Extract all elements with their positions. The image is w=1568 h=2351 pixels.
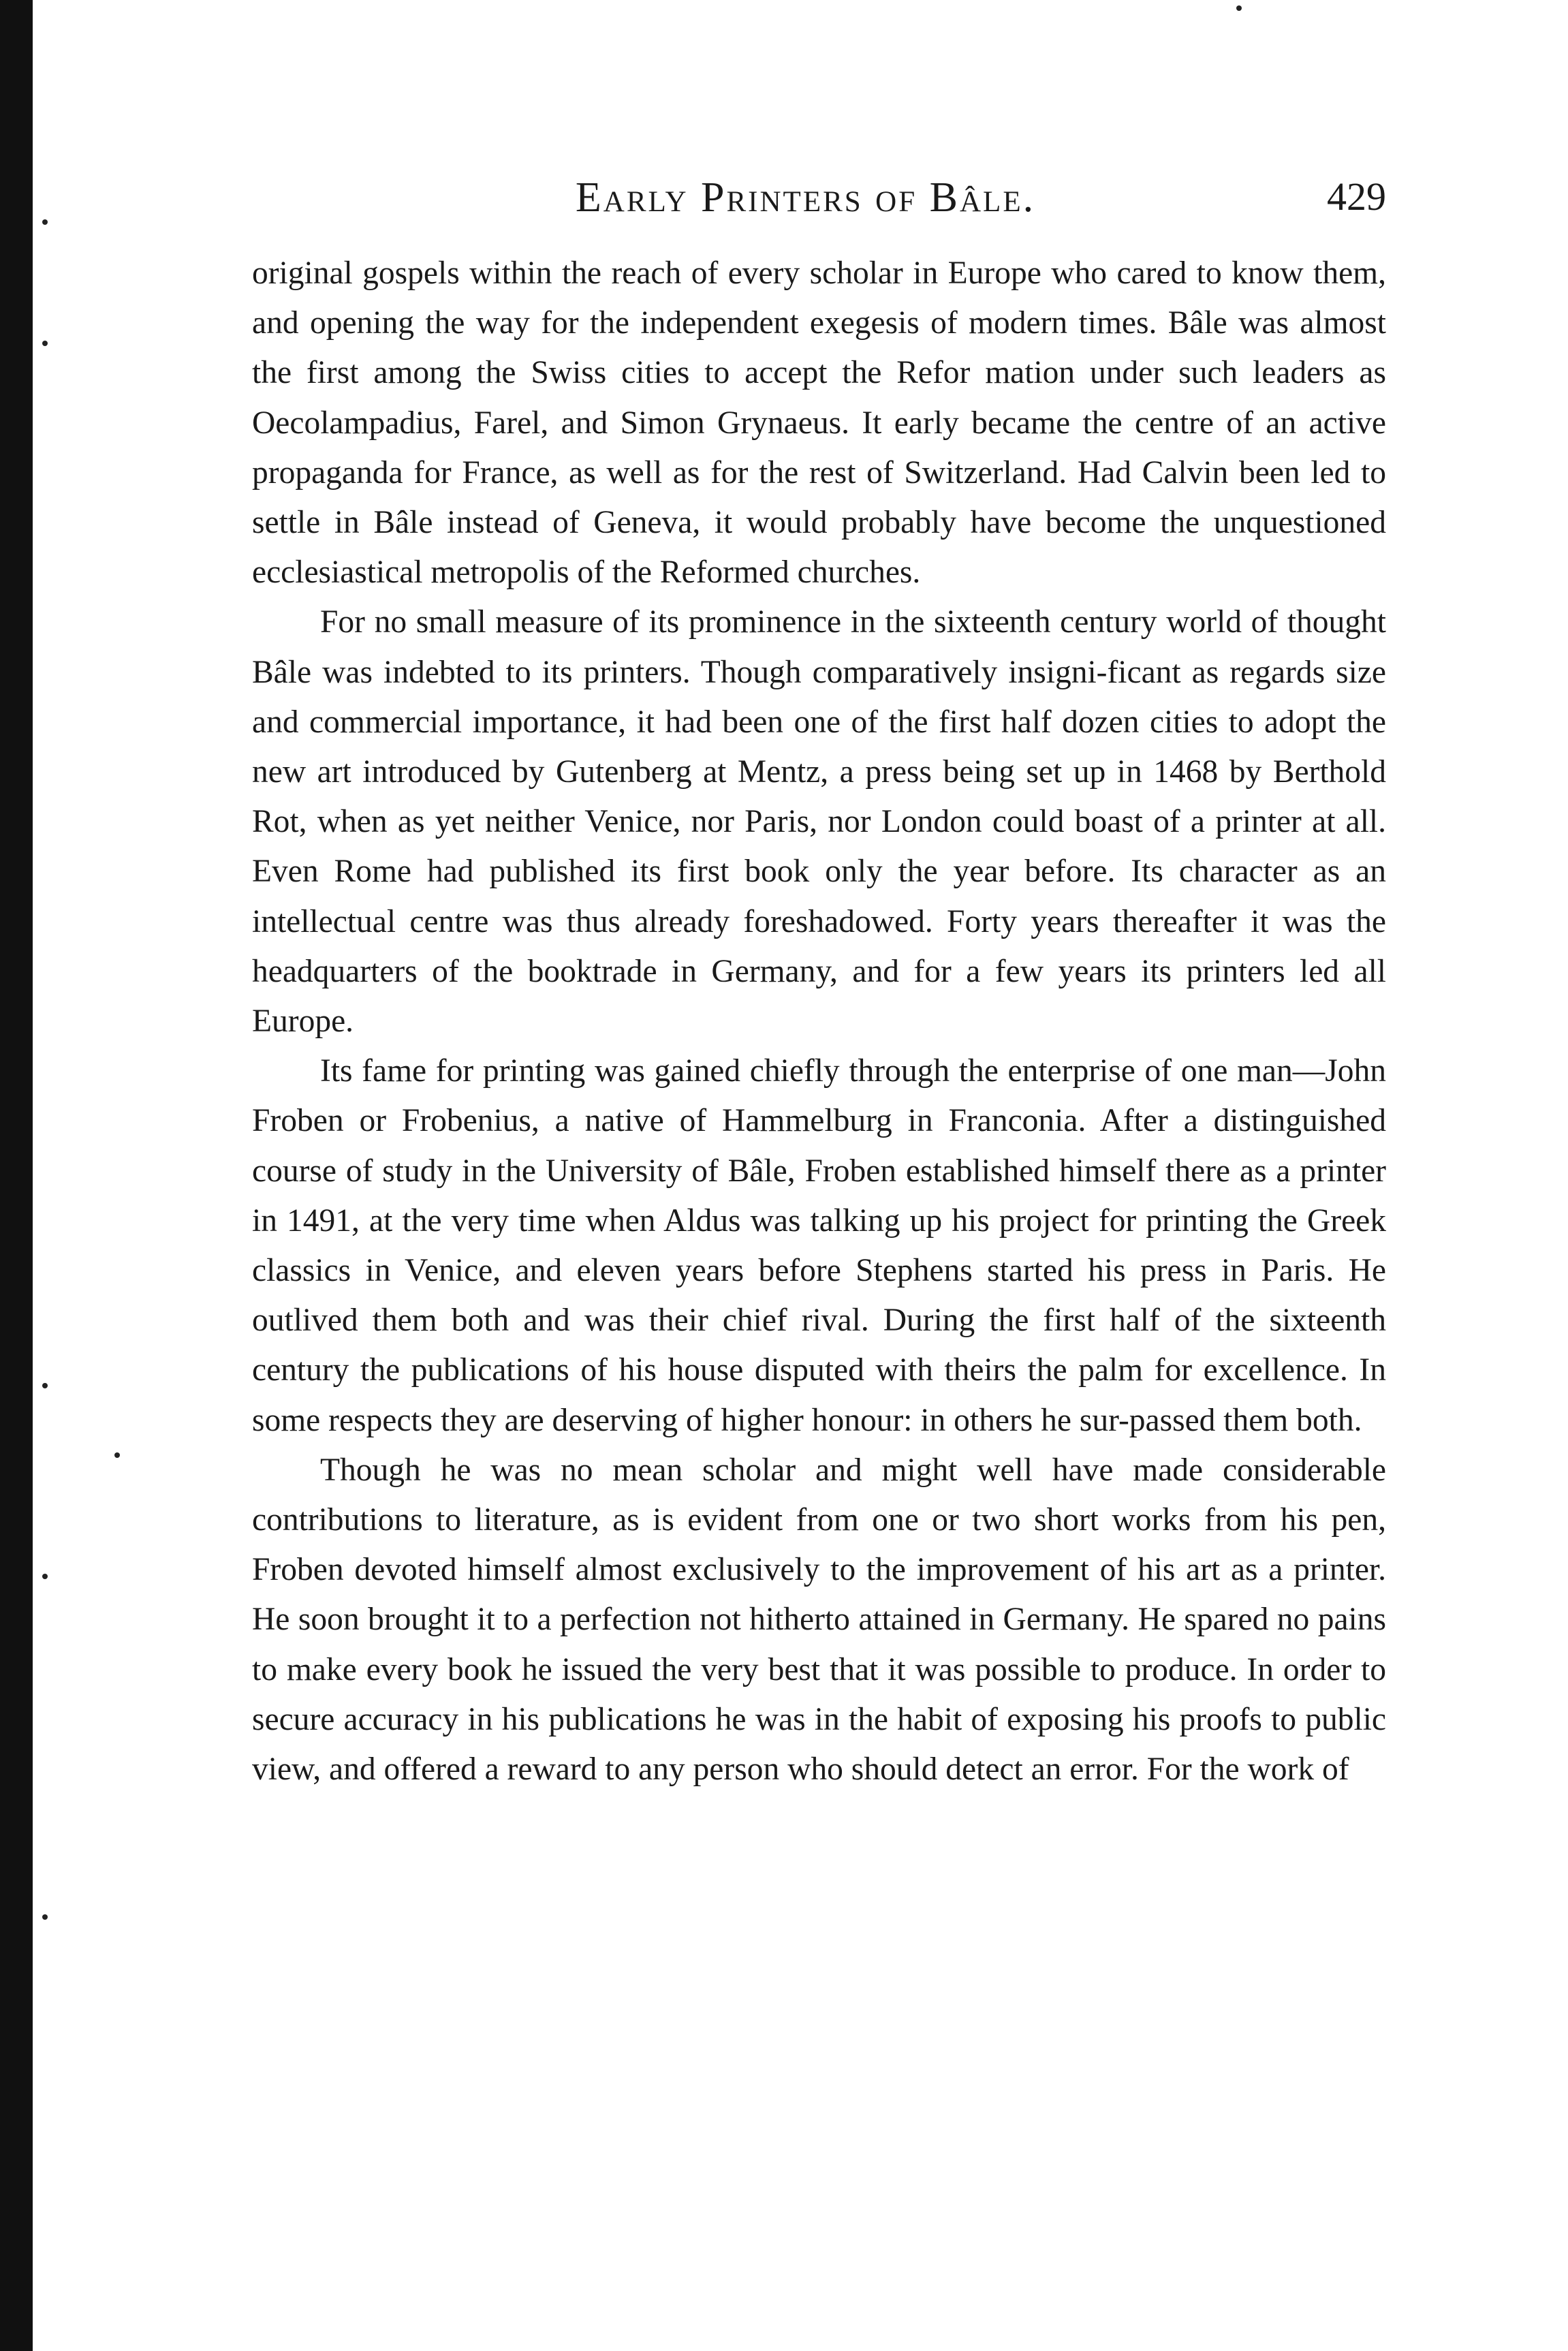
ink-speck — [42, 1914, 48, 1920]
paragraph: original gospels within the reach of every scholar in Europe who cared to know them, and opening the way for the independent exegesis of modern times. Bâle was almost the first among the Swiss cities to accept the Refor mation under such leaders as Oecolampadius, Farel, and Simon Grynaeus. It early became the centre of an active propaganda for France, as well as for the rest of Switzerland. Had Calvin been led to settle in Bâle instead of Geneva, it would probably have become the unquestioned ecclesiastical metropolis of the Reformed churches. — [252, 255, 1386, 591]
book-page — [252, 174, 1386, 1794]
running-title: Early Printers of Bâle. — [575, 174, 1036, 221]
paragraph: Though he was no mean scholar and might well have made considerable contributions to literature, as is evident from one or two short works from his pen, Froben devoted himself almost exclusively to the improvement of his art as a printer. He soon brought it to a perfection not hitherto attained in Germany. He spared no pains to make every book he issued the very best that it was possible to produce. In order to secure accuracy in his publications he was in the habit of exposing his proofs to public view, and offered a reward to any person who should detect an error. For the work of — [252, 1452, 1386, 1788]
ink-speck — [42, 1383, 48, 1388]
ink-speck — [1236, 5, 1242, 11]
paragraph: For no small measure of its prominence in the sixteenth century world of thought Bâle was indebted to its printers. Though comparatively insigni-ficant as regards size and commercial importance, it had been one of the first half dozen cities to adopt the new art introduced by Gutenberg at Mentz, a press being set up in 1468 by Berthold Rot, when as yet neither Venice, nor Paris, nor London could boast of a printer at all. Even Rome had published its first book only the year before. Its character as an intellectual centre was thus already foreshadowed. Forty years thereafter it was the headquarters of the booktrade in Germany, and for a few years its printers led all Europe. — [252, 604, 1386, 1040]
paragraph: Its fame for printing was gained chiefly through the enterprise of one man—John Froben or Frobenius, a native of Hammelburg in Franconia. After a distinguished course of study in the University of Bâle, Froben established himself there as a printer in 1491, at the very time when Aldus was talking up his project for printing the Greek classics in Venice, and eleven years before Stephens started his press in Paris. He outlived them both and was their chief rival. During the first half of the sixteenth century the publications of his house disputed with theirs the palm for excellence. In some respects they are deserving of higher honour: in others he sur-passed them both. — [252, 1053, 1386, 1438]
ink-speck — [42, 1574, 48, 1579]
ink-speck — [42, 341, 48, 346]
page-number: 429 — [1327, 174, 1386, 219]
page-binding-edge — [0, 0, 33, 2351]
page-header — [252, 174, 1386, 249]
body-text — [252, 249, 1386, 1794]
ink-speck — [114, 1452, 120, 1458]
ink-speck — [42, 219, 48, 225]
